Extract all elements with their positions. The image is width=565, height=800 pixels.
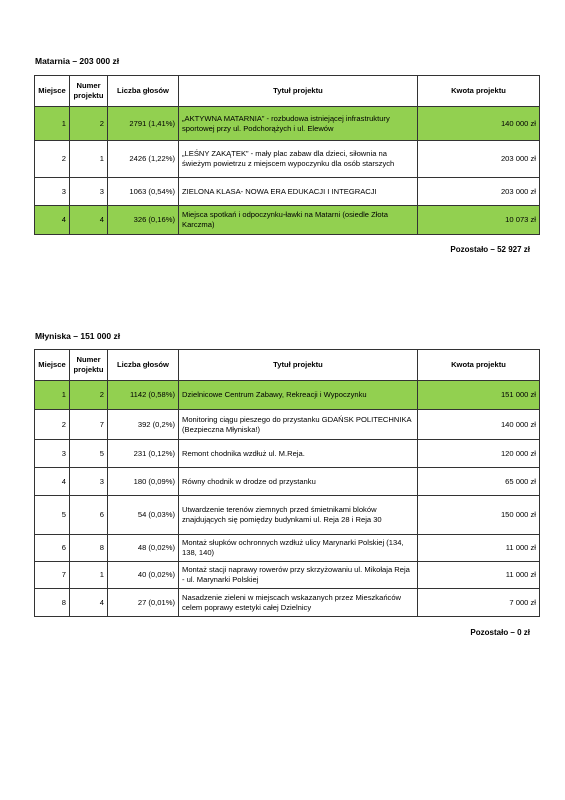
project-title-cell: Nasadzenie zieleni w miejscach wskazanych przez Mieszkańców celem poprawy estetyki całej Dzielnicy [179, 589, 418, 617]
results-table-matarnia [34, 75, 540, 235]
header-project-number: Numer projektu [70, 350, 108, 381]
header-votes: Liczba głosów [108, 76, 179, 107]
project-amount-cell: 7 000 zł [418, 589, 540, 617]
header-votes: Liczba głosów [108, 350, 179, 381]
project-number-cell: 4 [70, 206, 108, 235]
project-title-cell: „LEŚNY ZAKĄTEK” - mały plac zabaw dla dzieci, siłownia na świeżym powietrzu z miejscem wypoczynku dla osób starszych [179, 141, 418, 178]
table-row [35, 496, 540, 535]
place-cell: 1 [35, 107, 70, 141]
project-title-cell: Montaż słupków ochronnych wzdłuż ulicy Marynarki Polskiej (134, 138, 140) [179, 535, 418, 562]
votes-cell: 231 (0,12%) [108, 440, 179, 468]
project-amount-cell: 120 000 zł [418, 440, 540, 468]
project-amount-cell: 140 000 zł [418, 410, 540, 440]
table-header-row [35, 350, 540, 381]
table-row [35, 589, 540, 617]
project-number-cell: 1 [70, 562, 108, 589]
votes-cell: 27 (0,01%) [108, 589, 179, 617]
remaining-amount-matarnia: Pozostało – 52 927 zł [450, 245, 530, 254]
section-title-matarnia: Matarnia – 203 000 zł [35, 56, 120, 66]
project-title-cell: Remont chodnika wzdłuż ul. M.Reja. [179, 440, 418, 468]
header-project-number: Numer projektu [70, 76, 108, 107]
project-number-cell: 1 [70, 141, 108, 178]
place-cell: 4 [35, 468, 70, 496]
table-header-row [35, 76, 540, 107]
table-row [35, 206, 540, 235]
project-title-cell: Dzielnicowe Centrum Zabawy, Rekreacji i Wypoczynku [179, 381, 418, 410]
project-amount-cell: 151 000 zł [418, 381, 540, 410]
header-project-title: Tytuł projektu [179, 76, 418, 107]
votes-cell: 2791 (1,41%) [108, 107, 179, 141]
remaining-amount-mlyniska: Pozostało – 0 zł [470, 628, 530, 637]
place-cell: 6 [35, 535, 70, 562]
header-project-amount: Kwota projektu [418, 350, 540, 381]
place-cell: 5 [35, 496, 70, 535]
project-title-cell: „AKTYWNA MATARNIA” - rozbudowa istniejącej infrastruktury sportowej przy ul. Podchorążych i ul. Elewów [179, 107, 418, 141]
votes-cell: 54 (0,03%) [108, 496, 179, 535]
project-amount-cell: 65 000 zł [418, 468, 540, 496]
table-row [35, 535, 540, 562]
place-cell: 4 [35, 206, 70, 235]
table-row [35, 562, 540, 589]
table-row [35, 178, 540, 206]
header-place: Miejsce [35, 76, 70, 107]
votes-cell: 1063 (0,54%) [108, 178, 179, 206]
place-cell: 3 [35, 440, 70, 468]
header-project-title: Tytuł projektu [179, 350, 418, 381]
votes-cell: 2426 (1,22%) [108, 141, 179, 178]
project-number-cell: 8 [70, 535, 108, 562]
project-title-cell: ZIELONA KLASA- NOWA ERA EDUKACJI I INTEGRACJI [179, 178, 418, 206]
table-row [35, 440, 540, 468]
project-title-cell: Miejsca spotkań i odpoczynku-ławki na Matarni (osiedle Złota Karczma) [179, 206, 418, 235]
results-table-mlyniska [34, 349, 540, 617]
project-number-cell: 4 [70, 589, 108, 617]
project-number-cell: 2 [70, 381, 108, 410]
place-cell: 1 [35, 381, 70, 410]
project-title-cell: Monitoring ciągu pieszego do przystanku GDAŃSK POLITECHNIKA (Bezpieczna Młyniska!) [179, 410, 418, 440]
votes-cell: 48 (0,02%) [108, 535, 179, 562]
project-amount-cell: 150 000 zł [418, 496, 540, 535]
table-row [35, 410, 540, 440]
project-amount-cell: 11 000 zł [418, 535, 540, 562]
place-cell: 2 [35, 410, 70, 440]
project-number-cell: 3 [70, 468, 108, 496]
project-title-cell: Równy chodnik w drodze od przystanku [179, 468, 418, 496]
table-row [35, 468, 540, 496]
table-row [35, 141, 540, 178]
project-amount-cell: 10 073 zł [418, 206, 540, 235]
project-amount-cell: 11 000 zł [418, 562, 540, 589]
project-number-cell: 6 [70, 496, 108, 535]
header-place: Miejsce [35, 350, 70, 381]
project-title-cell: Montaż stacji naprawy rowerów przy skrzyżowaniu ul. Mikołaja Reja - ul. Marynarki Polskiej [179, 562, 418, 589]
votes-cell: 1142 (0,58%) [108, 381, 179, 410]
section-title-mlyniska: Młyniska – 151 000 zł [35, 331, 121, 341]
table-row [35, 107, 540, 141]
place-cell: 8 [35, 589, 70, 617]
project-number-cell: 7 [70, 410, 108, 440]
project-amount-cell: 203 000 zł [418, 141, 540, 178]
votes-cell: 40 (0,02%) [108, 562, 179, 589]
project-number-cell: 5 [70, 440, 108, 468]
project-title-cell: Utwardzenie terenów ziemnych przed śmietnikami bloków znajdujących się pomiędzy budynkami ul. Reja 28 i Reja 30 [179, 496, 418, 535]
project-number-cell: 3 [70, 178, 108, 206]
place-cell: 3 [35, 178, 70, 206]
place-cell: 2 [35, 141, 70, 178]
votes-cell: 180 (0,09%) [108, 468, 179, 496]
place-cell: 7 [35, 562, 70, 589]
project-number-cell: 2 [70, 107, 108, 141]
votes-cell: 392 (0,2%) [108, 410, 179, 440]
table-row [35, 381, 540, 410]
header-project-amount: Kwota projektu [418, 76, 540, 107]
votes-cell: 326 (0,16%) [108, 206, 179, 235]
project-amount-cell: 203 000 zł [418, 178, 540, 206]
project-amount-cell: 140 000 zł [418, 107, 540, 141]
